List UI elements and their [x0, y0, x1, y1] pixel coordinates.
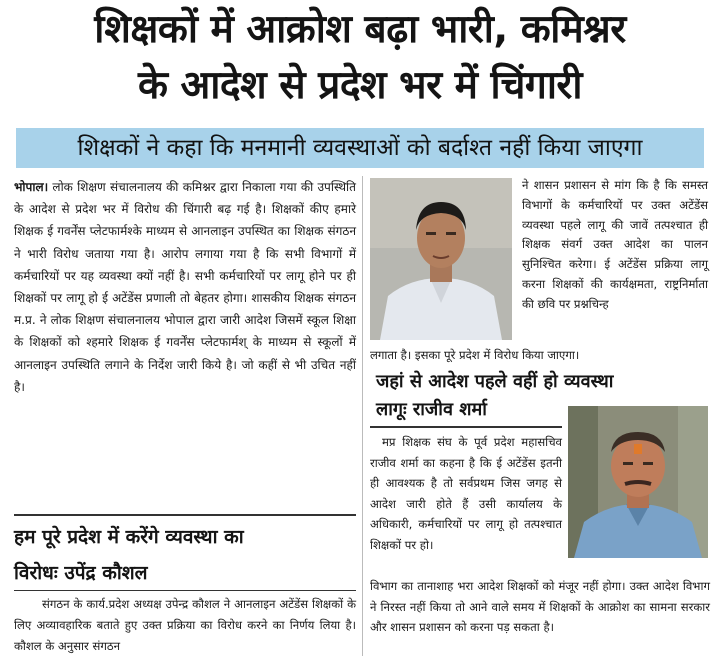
main-story [14, 176, 356, 512]
headline-line-2: के आदेश से प्रदेश भर में चिंगारी [138, 63, 582, 108]
right-column-text: ने शासन प्रशासन से मांग कि है कि समस्त विभागों के कर्मचारियों पर उक्त अटेंडेंस व्यवस्था पहले लागू की जावें तत्पश्चात ही शिक्षक संवर्ग उक्त आदेश का पालन सुनिश्चित करेगा। ई अटेंडेंस प्रक्रिया लागू करना शिक्षकों की कार्यक्षमता, राष्ट्रनिर्माता की छवि पर प्रश्नचिन्ह [522, 178, 708, 311]
kaushal-heading-line-2: विरोधः उपेंद्र कौशल [14, 562, 148, 584]
main-story-body: लोक शिक्षण संचालनालय की कमिश्नर द्वारा निकाला गया की उपस्थिति के आदेश से प्रदेश भर में विरोध की चिंगारी बढ़ गई है। शिक्षकों कीए हमारे शिक्षक ई गवर्नेंस प्लेटफार्मश्के माध्यम से आनलाइन उपस्थित का शिक्षक संगठन ने भारी विरोध जताया गया है। आरोप लगाया गया है कि सभी विभागों में कर्मचारियों पर यह व्यवस्था क्यों नहीं है। सभी कर्मचारियों पर लागू होने पर ही शिक्षकों पर लागू हो ई अटेंडेंस प्रणाली तो बेहतर होगा। शासकीय शिक्षक संगठन म.प्र. ने लोक शिक्षण संचालनालय भोपाल द्वारा जारी आदेश जिसमें स्कूल शिक्षा के शिक्षकों को श्हमारे शिक्षक ई गवर्नेंस प्लेटफार्मश् के माध्यम से स्कूलों में आनलाइन उपस्थिति लगाने के निर्देश जारी किये है। जो कहीं से भी उचित नहीं है। [14, 180, 356, 394]
sharma-rule [370, 426, 562, 428]
portrait-photo-sharma [568, 406, 708, 558]
kaushal-heading-line-1: हम पूरे प्रदेश में करेंगे व्यवस्था का [14, 526, 244, 548]
sharma-heading-line-2: लागूः राजीव शर्मा [376, 399, 487, 420]
sharma-heading-line-1: जहां से आदेश पहले वहीं हो व्यवस्था [376, 371, 614, 392]
dateline: भोपाल। [14, 180, 49, 194]
box-rule-bottom [14, 590, 356, 591]
subheadline-band: शिक्षकों ने कहा कि मनमानी व्यवस्थाओं को बर्दाश्त नहीं किया जाएगा [16, 128, 704, 168]
sharma-body-wide: विभाग का तानाशाह भरा आदेश शिक्षकों को मंजूर नहीं होगा। उक्त आदेश विभाग ने निरस्त नहीं किया तो आने वाले समय में शिक्षकों के आक्रोश का सामना सरकार और शासन प्रशासन को करना पड़ सकता है। [370, 579, 710, 634]
sharma-body-narrow: मप्र शिक्षक संघ के पूर्व प्रदेश महासचिव राजीव शर्मा का कहना है कि ई अटेंडेंस इतनी ही आवश्यक है तो सर्वप्रथम जिस जगह से आदेश जारी होते हैं उसी कार्यालय के अधिकारी, कर्मचारियों पर लागू हो तत्पश्चात शिक्षकों पर हो। [370, 435, 562, 552]
column-divider [362, 176, 363, 656]
right-column-continuation: लगाता है। इसका पूरे प्रदेश में विरोध किया जाएगा। [370, 348, 580, 362]
portrait-photo-kaushal [370, 178, 512, 340]
headline-line-1: शिक्षकों में आक्रोश बढ़ा भारी, कमिश्नर [94, 7, 626, 52]
kaushal-body: संगठन के कार्य.प्रदेश अध्यक्ष उपेन्द्र कौशल ने आनलाइन अटेंडेंस शिक्षकों के लिए अव्यावहारिक बताते हुए उक्त प्रक्रिया का विरोध करने का निर्णय लिया है। कौशल के अनुसार संगठन [14, 597, 356, 653]
box-rule-top [14, 514, 356, 516]
